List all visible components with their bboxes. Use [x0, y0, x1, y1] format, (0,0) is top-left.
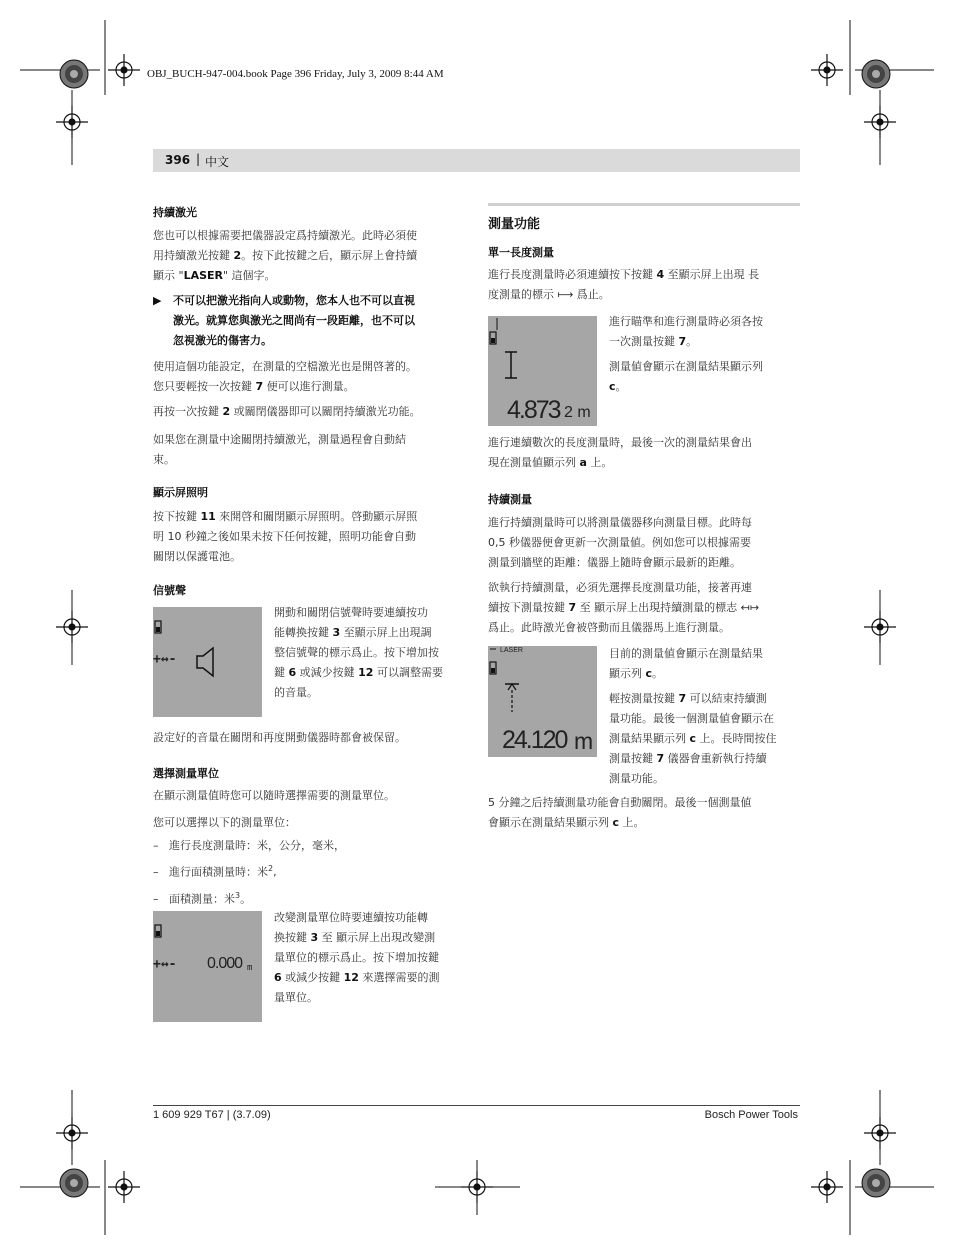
paragraph-continuous-activation: 欲執行持續測量，必須先選擇長度測量功能，接著再連 續按下測量按鍵 7 至 顯示屏上出現持續測量的標志 ↤↦ 爲止。此時激光會被啓動而且儀器馬上進行測量。	[488, 581, 760, 634]
paragraph-continuous-laser-usage: 使用這個功能設定，在測量的空檔激光也是開啓著的。 您只要輕按一次按鍵 7 便可以進行測量。	[153, 360, 417, 393]
section-title-beep: 信號聲	[153, 584, 186, 597]
paragraph-multiple-measurements: 進行連續數次的長度測量時，最後一次的測量結果會出 現在測量値顯示列 a 上。	[488, 436, 752, 469]
battery-icon	[153, 911, 173, 951]
paragraph-continuous-laser-intro: 您也可以根據需要把儀器設定爲持續激光。此時必須使 用持續激光按鍵 2。按下此按鍵之后，顯示屏上會持續 顯示 "LASER" 這個字。	[153, 229, 418, 282]
unit-display-value: 0.000	[207, 955, 243, 972]
length-instructions: 進行瞄準和進行測量時必須各按 一次測量按鍵 7。 測量値會顯示在測量結果顯示列 c。	[609, 315, 763, 393]
paragraph-continuous-laser-off: 再按一次按鍵 2 或關閉儀器即可以關閉持續激光功能。	[153, 405, 421, 418]
paragraph-volume-retained: 設定好的音量在關閉和再度開動儀器時都會被保留。	[153, 731, 406, 744]
laser-indicator: LASER	[500, 647, 523, 654]
paragraph-continuous-measurement: 進行持續測量時可以將測量儀器移向測量目標。此時每 0,5 秒儀器便會更新一次測量値。例如您可以根據需要 測量到牆壁的距離：儀器上隨時會顯示最新的距離。	[488, 516, 752, 569]
continuous-display-value: 24.120	[502, 726, 567, 754]
footer-brand: Bosch Power Tools	[704, 1109, 798, 1121]
file-header: OBJ_BUCH-947-004.book Page 396 Friday, July 3, 2009 8:44 AM	[147, 68, 444, 80]
laser-warning: 不可以把激光指向人或動物，您本人也不可以直視 激光。就算您與激光之間尚有一段距離，也不可以 忽視激光的傷害力。	[173, 294, 415, 347]
continuous-instructions: 目前的測量値會顯示在測量結果 顯示列 c。 輕按測量按鍵 7 可以結束持續測 量功能。最後一個測量値會顯示在 測量結果顯示列 c 上。長時間按住 測量按鍵 7 儀器會重新執行持續 測量功能。	[609, 647, 777, 785]
section-title-continuous-laser: 持續激光	[153, 206, 197, 219]
continuous-display-unit: m	[574, 728, 594, 754]
paragraph-single-length: 進行長度測量時必須連續按下按鍵 4 至顯示屏上出現 長 度測量的標示 ⟼ 爲止。	[488, 268, 760, 301]
header-language: 中文	[205, 155, 230, 169]
section-title-single-length: 單一長度測量	[488, 246, 554, 259]
paragraph-display-light: 按下按鍵 11 來開啓和關閉顯示屏照明。啓動顯示屏照 明 10 秒鐘之後如果未按下任何按鍵，照明功能會自動 關閉以保護電池。	[153, 510, 418, 563]
beep-instructions: 開動和關閉信號聲時要連續按功 能轉換按鍵 3 至顯示屏上出現調 整信號聲的標示爲止。按下增加按 鍵 6 或減少按鍵 12 可以調整需要 的音量。	[274, 606, 443, 699]
continuous-measure-icon: ↤↦	[740, 601, 760, 614]
section-title-units: 選擇測量單位	[153, 767, 219, 780]
list-item: – 進行長度測量時：米，公分，毫米，	[153, 839, 345, 852]
page-number: 396	[165, 153, 191, 167]
volume-adjust-symbols: +↔-	[153, 652, 177, 667]
length-measure-icon: ⟼	[557, 288, 574, 301]
paragraph-continuous-laser-interrupt: 如果您在測量中途關閉持續激光，測量過程會自動結 束。	[153, 433, 406, 466]
section-rule	[488, 203, 800, 206]
unit-list	[153, 836, 468, 909]
section-title-measuring-functions: 測量功能	[488, 217, 541, 232]
paragraph-auto-off: 5 分鐘之后持續測量功能會自動關閉。最後一個測量値 會顯示在測量結果顯示列 c 上。	[488, 796, 752, 829]
display-length-illustration	[488, 316, 597, 426]
warning-arrow-icon: ▶	[153, 294, 162, 307]
display-units-illustration	[153, 911, 262, 1022]
display-volume-illustration	[153, 607, 262, 717]
length-display-value: 4.873	[507, 396, 560, 424]
paragraph-units-list-intro: 您可以選擇以下的測量單位：	[153, 816, 296, 829]
units-instructions: 改變測量單位時要連續按功能轉 換按鍵 3 至 顯示屏上出現改變測 量單位的標示爲止。按下增加按鍵 6 或減少按鍵 12 來選擇需要的測 量單位。	[274, 911, 440, 1004]
list-item: – 進行面積測量時：米$^2$,	[153, 864, 277, 879]
display-continuous-illustration	[488, 646, 597, 757]
unit-adjust-symbols: +↔-	[153, 957, 177, 972]
section-title-continuous-measurement: 持續測量	[488, 493, 532, 506]
unit-display-unit: m	[247, 963, 253, 973]
footer-document-code: 1 609 929 T67 | (3.7.09)	[153, 1109, 271, 1121]
speaker-icon	[195, 646, 219, 678]
list-item: – 面積測量：米$^3$。	[153, 890, 252, 906]
paragraph-units-intro: 在顯示測量值時您可以隨時選擇需要的測量單位。	[153, 789, 395, 802]
section-title-display-light: 顯示屏照明	[153, 486, 208, 499]
length-display-unit: 2 m	[564, 404, 591, 421]
header-separator: |	[196, 152, 201, 166]
footer-rule	[153, 1105, 800, 1106]
page-header-bar	[153, 149, 800, 172]
